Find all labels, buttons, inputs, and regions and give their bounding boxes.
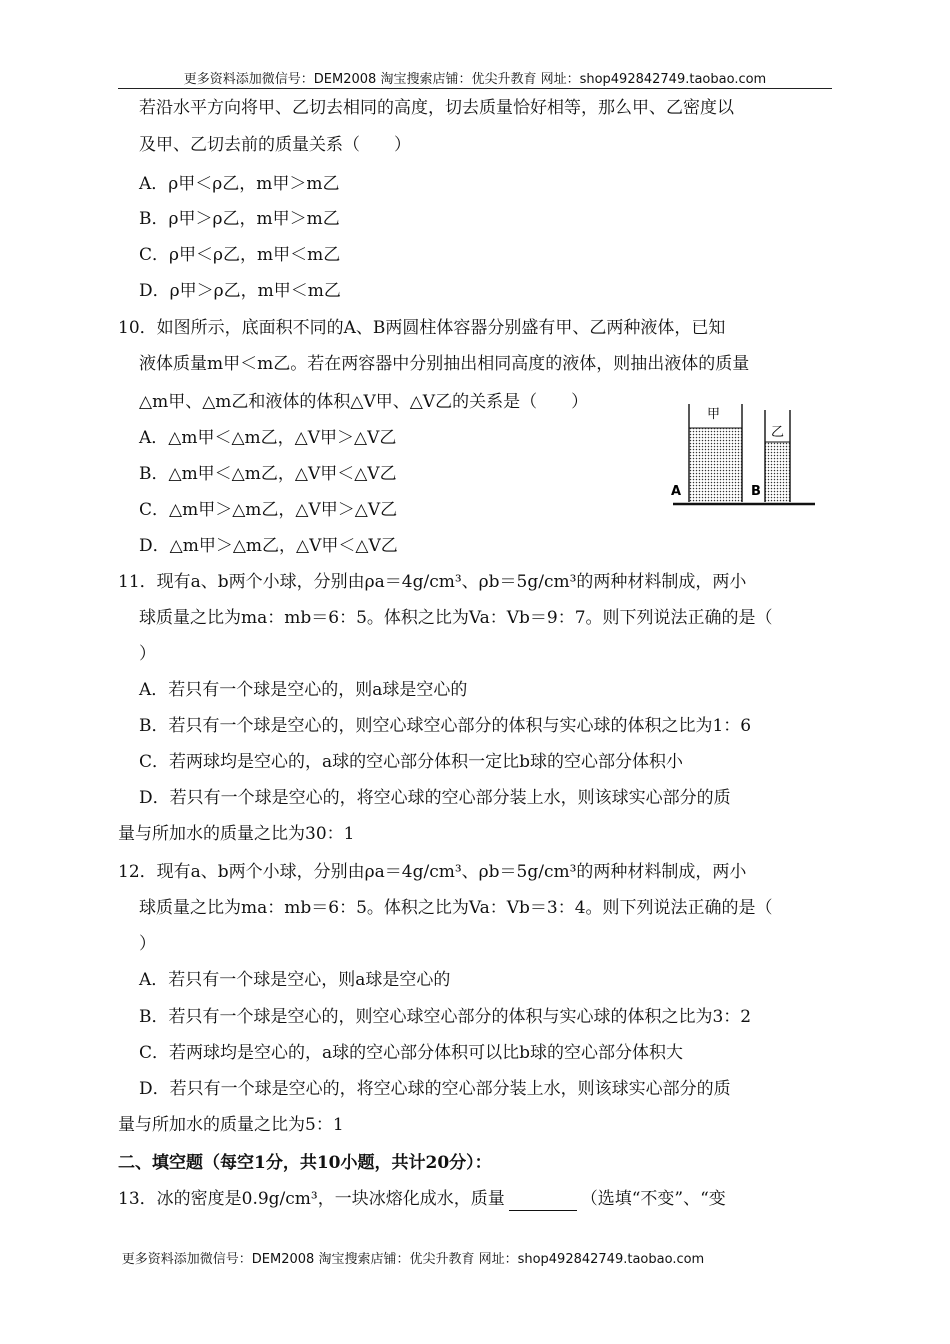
footer-text: 更多资料添加微信号：DEM2008 淘宝搜索店铺：优尖升教育 网址：shop492842749.taobao.com (121, 1252, 705, 1267)
q11-option-d-line1: D．若只有一个球是空心的，将空心球的空心部分装上水，则该球实心部分的质 (139, 788, 731, 808)
q9-continuation-line1: 若沿水平方向将甲、乙切去相同的高度，切去质量恰好相等，那么甲、乙密度以 (139, 98, 734, 118)
q11-stem-line2: 球质量之比为ma：mb＝6：5。体积之比为Va：Vb＝9：7。则下列说法正确的是（ (139, 608, 773, 628)
q9-option-d: D．ρ甲＞ρ乙，m甲＜m乙 (139, 281, 341, 301)
q9-option-a: A．ρ甲＜ρ乙，m甲＞m乙 (139, 174, 340, 194)
liquid-jia (689, 428, 742, 502)
q12-option-b: B．若只有一个球是空心的，则空心球空心部分的体积与实心球的体积之比为3：2 (139, 1007, 752, 1027)
q12-stem-line1: 12．现有a、b两个小球，分别由ρa＝4g/cm³、ρb＝5g/cm³的两种材料制成，两小 (118, 862, 747, 882)
q11-option-a: A．若只有一个球是空心的，则a球是空心的 (139, 680, 468, 700)
q11-stem-line3: ） (139, 644, 156, 664)
q12-stem-line3: ） (139, 934, 156, 954)
container-b (765, 410, 790, 502)
label-b: B (751, 484, 761, 499)
q12-option-c: C．若两球均是空心的，a球的空心部分体积可以比b球的空心部分体积大 (139, 1043, 684, 1063)
q10-option-a: A．△m甲＜△m乙，△V甲＞△V乙 (139, 428, 397, 448)
q11-option-d-line2: 量与所加水的质量之比为30：1 (118, 824, 355, 844)
section-heading-fill-in: 二、填空题（每空1分，共10小题，共计20分）： (118, 1153, 492, 1173)
label-jia: 甲 (707, 407, 721, 422)
q11-option-c: C．若两球均是空心的，a球的空心部分体积一定比b球的空心部分体积小 (139, 752, 684, 772)
q13-text-after-blank: （选填“不变”、“变 (580, 1189, 726, 1209)
q9-continuation-line2: 及甲、乙切去前的质量关系（ ） (139, 135, 411, 155)
q12-option-d-line1: D．若只有一个球是空心的，将空心球的空心部分装上水，则该球实心部分的质 (139, 1079, 731, 1099)
page-footer (0, 1248, 888, 1267)
q10-stem-line2: 液体质量m甲＜m乙。若在两容器中分别抽出相同高度的液体，则抽出液体的质量 (139, 354, 750, 374)
q11-option-b: B．若只有一个球是空心的，则空心球空心部分的体积与实心球的体积之比为1：6 (139, 716, 752, 736)
q10-stem-line3: △m甲、△m乙和液体的体积△V甲、△V乙的关系是（ ） (139, 392, 589, 412)
q12-option-d-line2: 量与所加水的质量之比为5：1 (118, 1115, 344, 1135)
q10-stem-line1: 10．如图所示，底面积不同的A、B两圆柱体容器分别盛有甲、乙两种液体，已知 (118, 318, 726, 338)
page-header (0, 68, 950, 87)
header-text: 更多资料添加微信号：DEM2008 淘宝搜索店铺：优尖升教育 网址：shop492842749.taobao.com (183, 72, 767, 87)
label-a: A (671, 484, 682, 499)
q11-stem-line1: 11．现有a、b两个小球，分别由ρa＝4g/cm³、ρb＝5g/cm³的两种材料制成，两小 (118, 572, 747, 592)
q10-option-d: D．△m甲＞△m乙，△V甲＜△V乙 (139, 536, 398, 556)
q12-option-a: A．若只有一个球是空心，则a球是空心的 (139, 970, 451, 990)
q10-option-b: B．△m甲＜△m乙，△V甲＜△V乙 (139, 464, 397, 484)
q13-answer-blank[interactable] (509, 1192, 577, 1211)
q12-stem-line2: 球质量之比为ma：mb＝6：5。体积之比为Va：Vb＝3：4。则下列说法正确的是（ (139, 898, 773, 918)
q10-option-c: C．△m甲＞△m乙，△V甲＞△V乙 (139, 500, 398, 520)
q9-option-c: C．ρ甲＜ρ乙，m甲＜m乙 (139, 245, 341, 265)
q13-stem (118, 1187, 726, 1211)
label-yi: 乙 (771, 425, 785, 440)
liquid-yi (765, 442, 790, 502)
q13-text-before-blank: 13．冰的密度是0.9g/cm³，一块冰熔化成水，质量 (118, 1189, 505, 1209)
q10-container-figure (665, 400, 825, 512)
header-rule (118, 88, 832, 89)
q9-option-b: B．ρ甲＞ρ乙，m甲＞m乙 (139, 209, 340, 229)
